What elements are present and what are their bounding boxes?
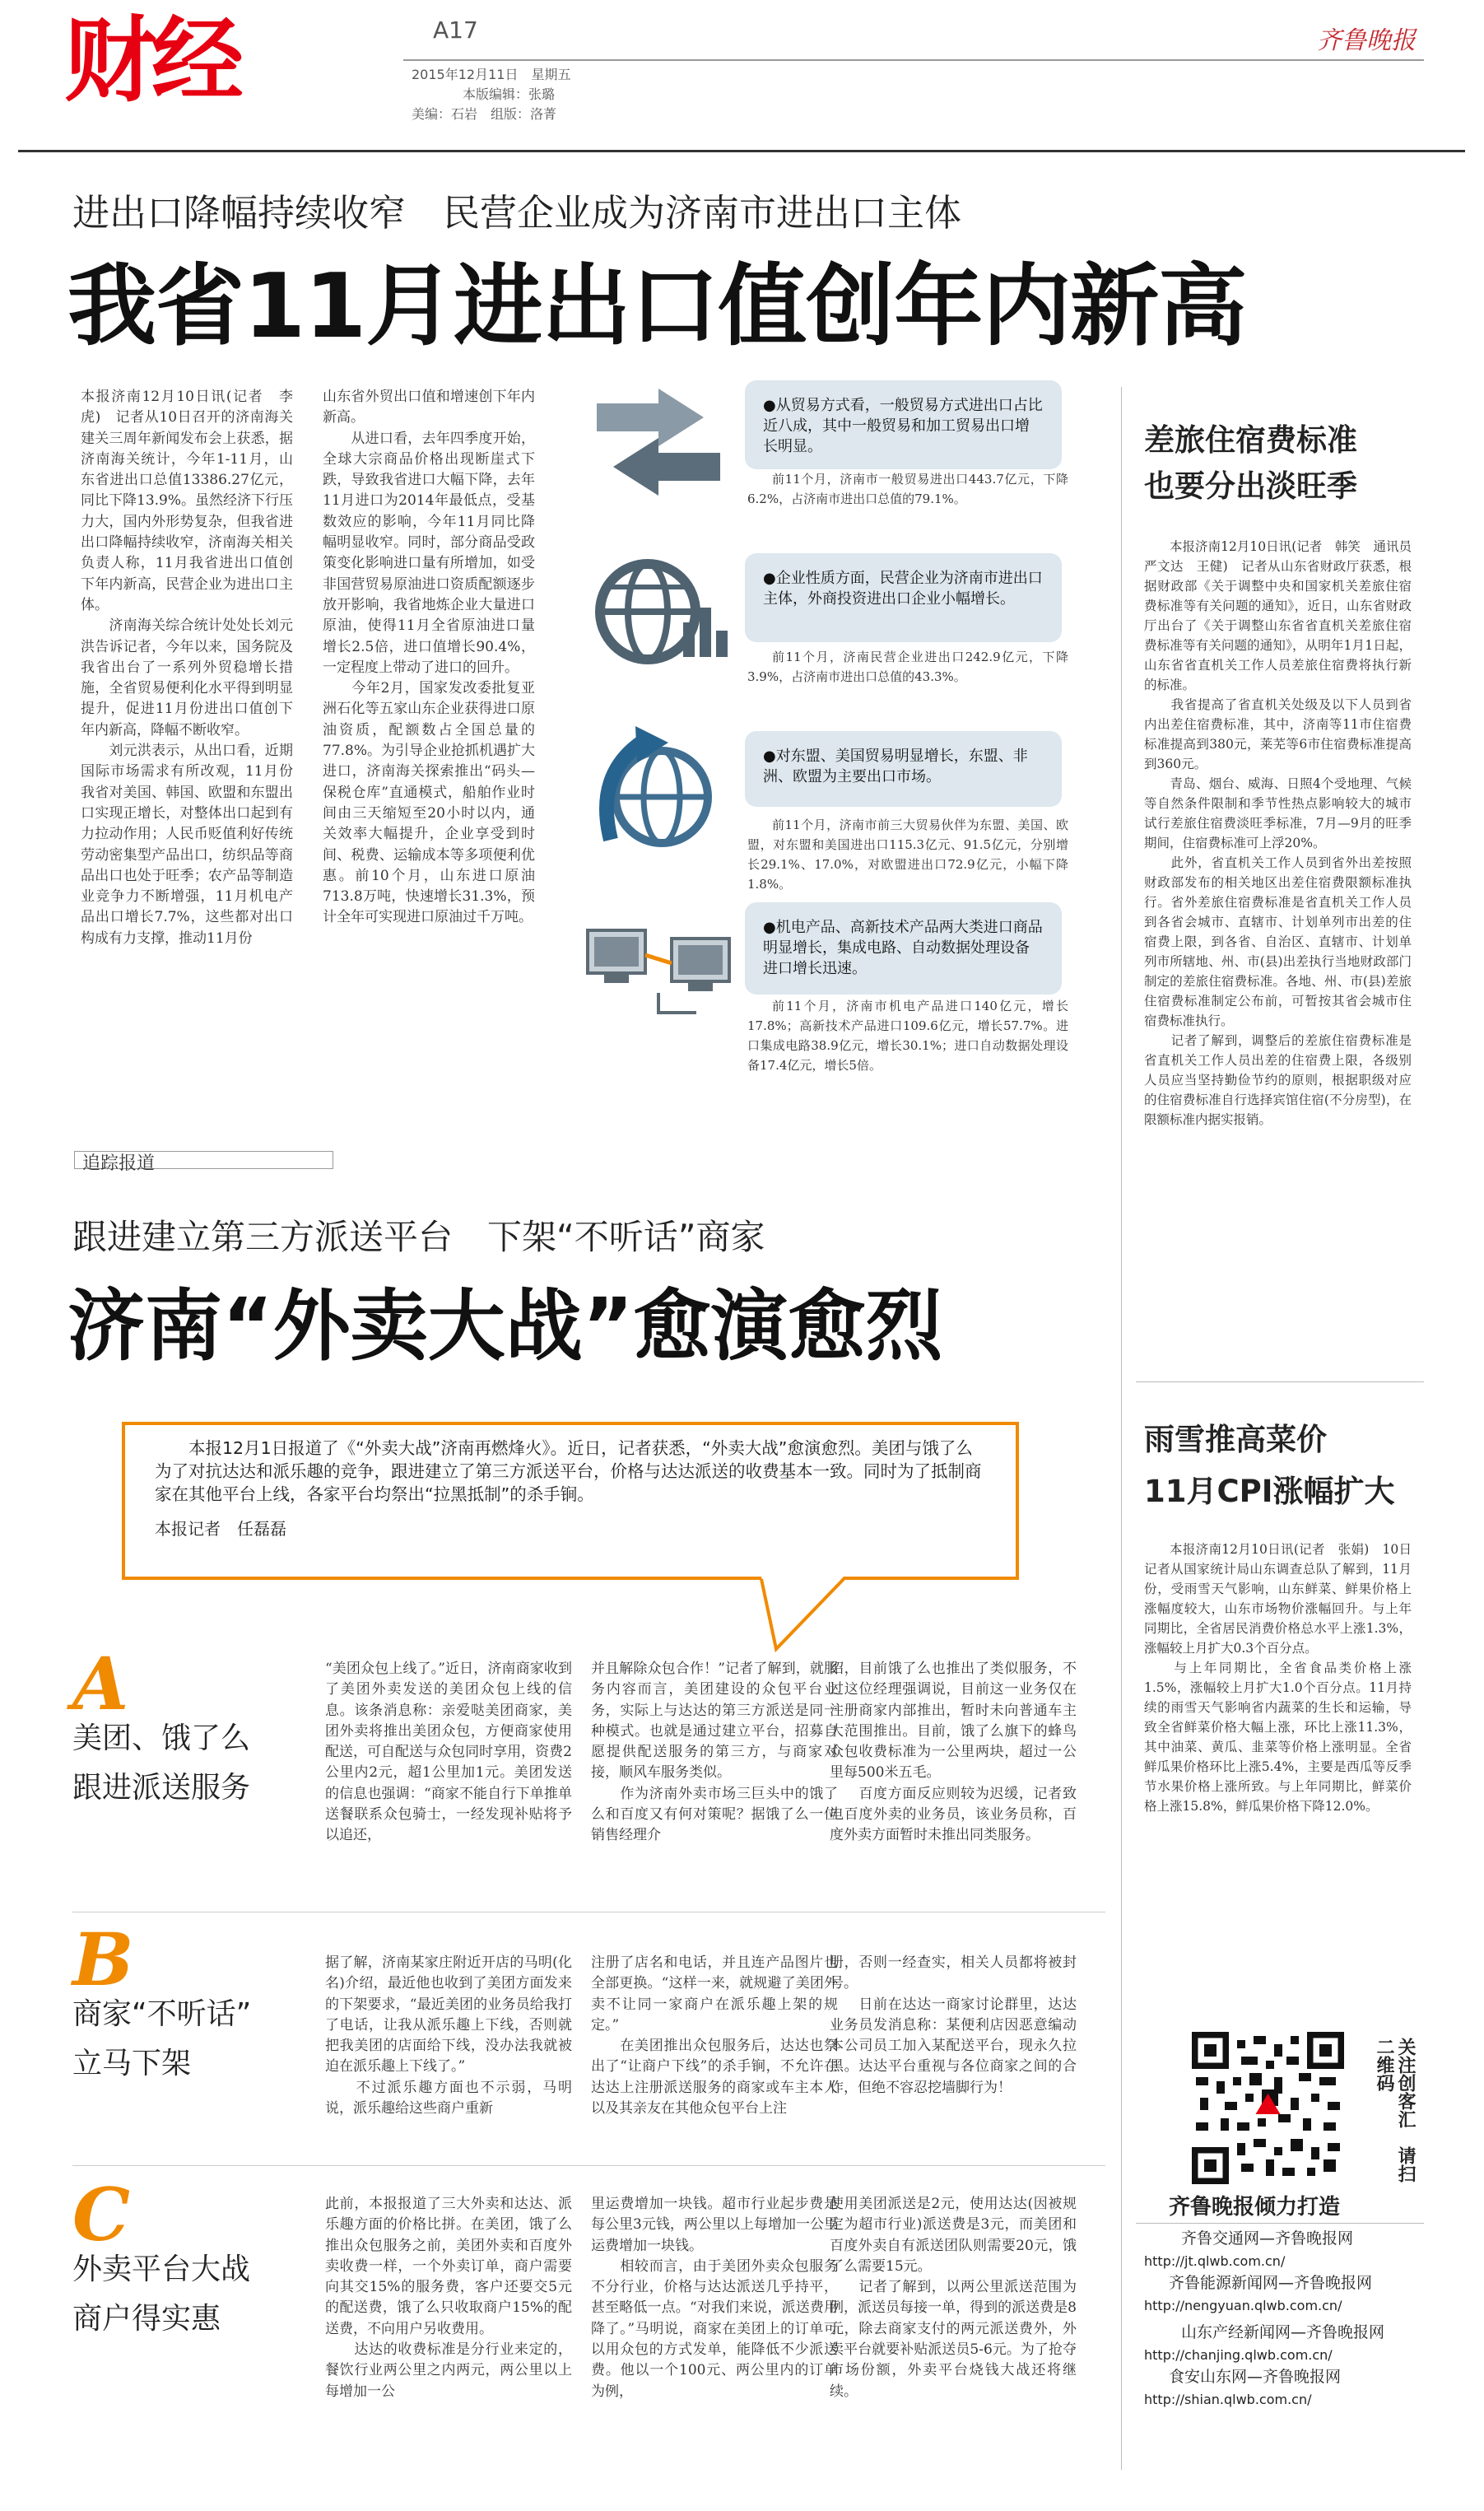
infographic-note-3: 前11个月，济南市前三大贸易伙伴为东盟、美国、欧盟，对东盟和美国进出口115.3亿元、91.5亿元，分别增长29.1%、17.0%，对欧盟进出口72.9亿元，小幅下降1.8%。 [747, 818, 1068, 892]
infographic-highlight-1: ●从贸易方式看，一般贸易方式进出口占比近八成，其中一般贸易和加工贸易出口增长明显。 [745, 380, 1062, 469]
section-b-divider [72, 2165, 1105, 2166]
page-number: A17 [433, 16, 478, 44]
section-c-title-line1: 外卖平台大战 [72, 2252, 251, 2286]
trade-arrows-icon [580, 380, 737, 504]
promo-line-3: 山东产经新闻网—齐鲁晚报网 [1181, 2323, 1385, 2341]
side1-title-line2: 也要分出淡旺季 [1144, 468, 1357, 504]
section-b-letter: B [72, 1917, 134, 2002]
lead-subhead: 进出口降幅持续收窄 民营企业成为济南市进出口主体 [72, 191, 962, 235]
section-a-column-2: 并且解除众包合作！”记者了解到，就服务内容而言，美团建设的众包平台业务，实际上与达达的第三方派送是同一种模式。也就是通过建立平台，招募自愿提供配送服务的第三方，与商家对接，顺风车服务类似。 作为济南外卖市场三巨头中的饿了么和百度又有何对策呢？据饿了么一位销售经理介 [591, 1661, 838, 1844]
section-c-column-3: 使用美团派送是2元，使用达达(因被规定为超市行业)派送费是3元，而美团和百度外卖自有派送团队则需要20元，饿了么需要15元。 记者了解到，以两公里派送范围为例，派送员每接一单，得到的派送费是8元，除去商家支付的两元派送费外，外卖平台就要补贴派送员5-6元。为了抢夺市场份额，外卖平台烧钱大战还将继续。 [830, 2196, 1077, 2400]
side2-title-line2: 11月CPI涨幅扩大 [1144, 1474, 1395, 1509]
header-bottom-rule [18, 150, 1465, 152]
section-c-column-1: 此前，本报报道了三大外卖和达达、派乐趣方面的价格比拼。在美团，饿了么推出众包服务之前，美团外卖和百度外卖收费一样，一个外卖订单，商户需要向其交15%的服务费，客户还要交5元的配送费，饿了么只收取商户15%的配送费，不向用户另收费用。 达达的收费标准是分行业来定的，餐饮行业两公里之内两元，两公里以上每增加一公 [325, 2196, 572, 2400]
side-separator [1136, 1381, 1424, 1382]
header-rule [403, 59, 1424, 61]
section-a-title-line1: 美团、饿了么 [72, 1721, 251, 1755]
qr-caption: 关注创客汇 请扫二维码 [1374, 2038, 1416, 2183]
infographic-highlight-4: ●机电产品、高新技术产品两大类进口商品明显增长，集成电路、自动数据处理设备进口增长迅速。 [745, 902, 1062, 995]
lead-column-1: 本报济南12月10日讯(记者 李虎) 记者从10日召开的济南海关建关三周年新闻发布会上获悉，据济南海关统计，今年1-11月，山东省进出口总值13386.27亿元，同比下降13.9%。虽然经济下行压力大，国内外形势复杂，但我省进出口降幅持续收窄，济南海关相关负责人称，11月我省进出口值创下年内新高，民营企业为进出口主体。 济南海关综合统计处处长刘元洪告诉记者，今年以来，国务院及我省出台了一系列外贸稳增长措施，全省贸易便利化水平得到明显提升，促进11月份进出口值创下年内新高，降幅不断收窄。 刘元洪表示，从出口看，近期国际市场需求有所改观，11月份我省对美国、韩国、欧盟和东盟出口实现正增长，对整体出口起到有力拉动作用；人民币贬值利好传统劳动密集型产品出口，纺织品等商品出口也处于旺季；农产品等制造业竞争力不断增强，11月机电产品出口增长7.7%，这些都对出口构成有力支撑，推动11月份 [81, 389, 294, 947]
section-b-title-line2: 立马下架 [72, 2047, 192, 2080]
editor-line: 本版编辑：张璐 [463, 86, 556, 102]
speech-bubble-tail [761, 1577, 852, 1652]
promo-url-4[interactable]: http://shian.qlwb.com.cn/ [1144, 2392, 1312, 2407]
intro-box [122, 1422, 1019, 1580]
column-divider [1121, 387, 1122, 2470]
promo-line-1: 齐鲁交通网—齐鲁晚报网 [1181, 2229, 1354, 2248]
section-c-letter: C [72, 2172, 131, 2257]
promo-url-3[interactable]: http://chanjing.qlwb.com.cn/ [1144, 2347, 1333, 2363]
section-a-column-1: “美团众包上线了。”近日，济南商家收到了美团外卖发送的美团众包上线的信息。该条消息称：亲爱哒美团商家，美团外卖将推出美团众包，方便商家使用配送，可自配送与众包同时享用，资费2公里内2元，超1公里加1元。美团发送的信息也强调：“商家不能自行下单推单送餐联系众包骑士，一经发现补贴将予以追还， [325, 1661, 572, 1844]
promo-url-1[interactable]: http://jt.qlwb.com.cn/ [1144, 2253, 1286, 2269]
promo-rule [1136, 2223, 1424, 2224]
promo-url-2[interactable]: http://nengyuan.qlwb.com.cn/ [1144, 2298, 1342, 2313]
infographic-highlight-3: ●对东盟、美国贸易明显增长，东盟、非洲、欧盟为主要出口市场。 [745, 731, 1062, 807]
section-logo: 财经 [64, 7, 239, 114]
section-b-column-1: 据了解，济南某家庄附近开店的马明(化名)介绍，最近他也收到了美团方面发来的下架要求，“最近美团的业务员给我打了电话，让我从派乐趣上下线，否则就把我美团的店面给下线，没办法我就被迫在派乐趣上下线了。” 不过派乐趣方面也不示弱，马明说，派乐趣给这些商户重新 [325, 1954, 572, 2117]
section-b-column-2: 注册了店名和电话，并且连产品图片也全部更换。“这样一来，就规避了美团外卖不让同一家商户在派乐趣上架的规定。” 在美团推出众包服务后，达达也祭出了“让商户下线”的杀手锏，不允许在达达上注册派送服务的商家或车主本人以及其亲友在其他众包平台上注 [591, 1954, 838, 2117]
section-b-column-3: 册，否则一经查实，相关人员都将被封号。 日前在达达一商家讨论群里，达达业务员发消息称：某便利店因恶意编动本公司员工加入某配送平台，现永久拉黑。达达平台重视与各位商家之间的合作，但绝不容忍挖墙脚行为！ [830, 1954, 1077, 2096]
promo-line-4: 食安山东网—齐鲁晚报网 [1169, 2368, 1342, 2386]
section-tag: 追踪报道 [82, 1153, 156, 1174]
section-a-title-line2: 跟进派送服务 [72, 1771, 251, 1805]
section-a-letter: A [72, 1641, 129, 1726]
computers-icon [581, 922, 742, 1029]
paper-name: 齐鲁晚报 [1317, 26, 1416, 55]
second-subhead: 跟进建立第三方派送平台 下架“不听话”商家 [72, 1217, 765, 1257]
side2-title-line1: 雨雪推高菜价 [1144, 1422, 1327, 1457]
infographic-note-4: 前11个月，济南市机电产品进口140亿元，增长17.8%；高新技术产品进口109.6亿元，增长57.7%。进口集成电路38.9亿元，增长30.1%；进口自动数据处理设备17.4亿元，增长5倍。 [747, 999, 1068, 1073]
side1-title-line1: 差旅住宿费标准 [1144, 422, 1357, 458]
section-a-column-3: 绍，目前饿了么也推出了类似服务，不过这位经理强调说，目前这一业务仅在注册商家内部推出，暂时未向普通车主大范围推出。目前，饿了么旗下的蜂鸟众包收费标准为一公里两块，超过一公里每500米五毛。 百度方面反应则较为迟缓，记者致电百度外卖的业务员，该业务员称，百度外卖方面暂时未推出同类服务。 [830, 1661, 1077, 1844]
section-c-title-line2: 商户得实惠 [72, 2302, 221, 2336]
section-b-title-line1: 商家“不听话” [72, 1997, 252, 2031]
globe-chart-icon [586, 550, 734, 673]
section-c-column-2: 里运费增加一块钱。超市行业起步费是每公里3元钱，两公里以上每增加一公里运费增加一块钱。 相较而言，由于美团外卖众包服务不分行业，价格与达达派送几乎持平，甚至略低一点。“对我们来说，派送费用降了。”马明说，商家在美团上的订单可以用众包的方式发单，能降低不少派送费。他以一个100元、两公里内的订单为例， [591, 2196, 838, 2400]
infographic-note-1: 前11个月，济南市一般贸易进出口443.7亿元，下降6.2%，占济南市进出口总值的79.1%。 [747, 472, 1068, 506]
intro-reporter: 本报记者 任磊磊 [155, 1519, 286, 1539]
globe-arrow-icon [586, 724, 734, 860]
qr-code [1192, 2032, 1344, 2184]
side2-body: 本报济南12月10日讯(记者 张娟) 10日记者从国家统计局山东调查总队了解到，11月份，受雨雪天气影响，山东鲜菜、鲜果价格上涨幅度较大，山东市场物价涨幅回升。与上年同期比，全省居民消费价格总水平上涨1.3%，涨幅较上月扩大0.3个百分点。 与上年同期比，全省食品类价格上涨1.5%，涨幅较上月扩大1.0个百分点。11月持续的雨雪天气影响省内蔬菜的生长和运输，导致全省鲜菜价格大幅上涨，环比上涨11.3%，其中油菜、黄瓜、韭菜等价格上涨明显。全省鲜瓜果价格环比上涨5.4%，主要是西瓜等反季节水果价格上涨所致。与上年同期比，鲜菜价格上涨15.8%，鲜瓜果价格下降12.0%。 [1144, 1542, 1412, 1814]
lead-column-2: 山东省外贸出口值和增速创下年内新高。 从进口看，去年四季度开始，全球大宗商品价格出现断崖式下跌，导致我省进口大幅下降，去年11月进口为2014年最低点，受基数效应的影响，今年11月同比降幅明显收窄。同时，部分商品受政策变化影响进口量有所增加，如受非国营贸易原油进口资质配额逐步放开影响，我省地炼企业大量进口原油，使得11月全省原油进口量增长2.5倍，进口值增长90.4%，一定程度上带动了进口的回升。 今年2月，国家发改委批复亚洲石化等五家山东企业获得进口原油资质，配额数占全国总量的77.8%。为引导企业抢抓机遇扩大进口，济南海关探索推出“码头—保税仓库”直通模式，船舶作业时间由三天缩短至20小时以内，通关效率大幅提升，企业享受到时间、税费、运输成本等多项便利优惠。前10个月，山东进口原油713.8万吨，快速增长31.3%，预计全年可实现进口原油过千万吨。 [323, 389, 536, 926]
lead-headline: 我省11月进出口值创年内新高 [67, 255, 1247, 358]
design-line: 美编：石岩 组版：洛菁 [412, 106, 557, 122]
second-headline: 济南“外卖大战”愈演愈烈 [67, 1282, 943, 1372]
side1-body: 本报济南12月10日讯(记者 韩笑 通讯员 严文达 王健) 记者从山东省财政厅获悉，根据财政部《关于调整中央和国家机关差旅住宿费标准等有关问题的通知》，近日，山东省财政厅出台了《关于调整山东省省直机关差旅住宿费标准等有关问题的通知》，从明年1月1日起，山东省省直机关工作人员差旅住宿费将执行新的标准。 我省提高了省直机关处级及以下人员到省内出差住宿费标准，其中，济南等11市住宿费标准提高到380元，莱芜等6市住宿费标准提高到360元。 青岛、烟台、威海、日照4个受地理、气候等自然条件限制和季节性热点影响较大的城市试行差旅住宿费淡旺季标准，7月—9月的旺季期间，住宿费标准可上浮20%。 此外，省直机关工作人员到省外出差按照财政部发布的相关地区出差住宿费限额标准执行。省外差旅住宿费标准是省直机关工作人员到各省会城市、直辖市、计划单列市出差的住宿费上限，到各省、自治区、直辖市、计划单列市所辖地、州、市(县)出差执行当地财政部门制定的差旅住宿费标准。各地、州、市(县)差旅住宿费标准制定公布前，可暂按其省会城市住宿费标准执行。 记者了解到，调整后的差旅住宿费标准是省直机关工作人员出差的住宿费上限，各级别人员应当坚持勤俭节约的原则，根据职级对应的住宿费标准自行选择宾馆住宿(不分房型)，在限额标准内据实报销。 [1144, 539, 1412, 1127]
infographic-note-2: 前11个月，济南民营企业进出口242.9亿元，下降3.9%，占济南市进出口总值的43.3%。 [747, 650, 1068, 684]
intro-text: 本报12月1日报道了《“外卖大战”济南再燃烽火》。近日，记者获悉，“外卖大战”愈演愈烈。美团与饿了么为了对抗达达和派乐趣的竞争，跟进建立了第三方派送平台，价格与达达派送的收费基本一致。同时为了抵制商家在其他平台上线，各家平台均祭出“拉黑抵制”的杀手锏。 [155, 1438, 982, 1504]
infographic-highlight-2: ●企业性质方面，民营企业为济南市进出口主体，外商投资进出口企业小幅增长。 [745, 553, 1062, 642]
date-line: 2015年12月11日 星期五 [412, 67, 571, 82]
promo-line-2: 齐鲁能源新闻网—齐鲁晚报网 [1169, 2274, 1373, 2292]
promo-title: 齐鲁晚报倾力打造 [1169, 2195, 1341, 2220]
